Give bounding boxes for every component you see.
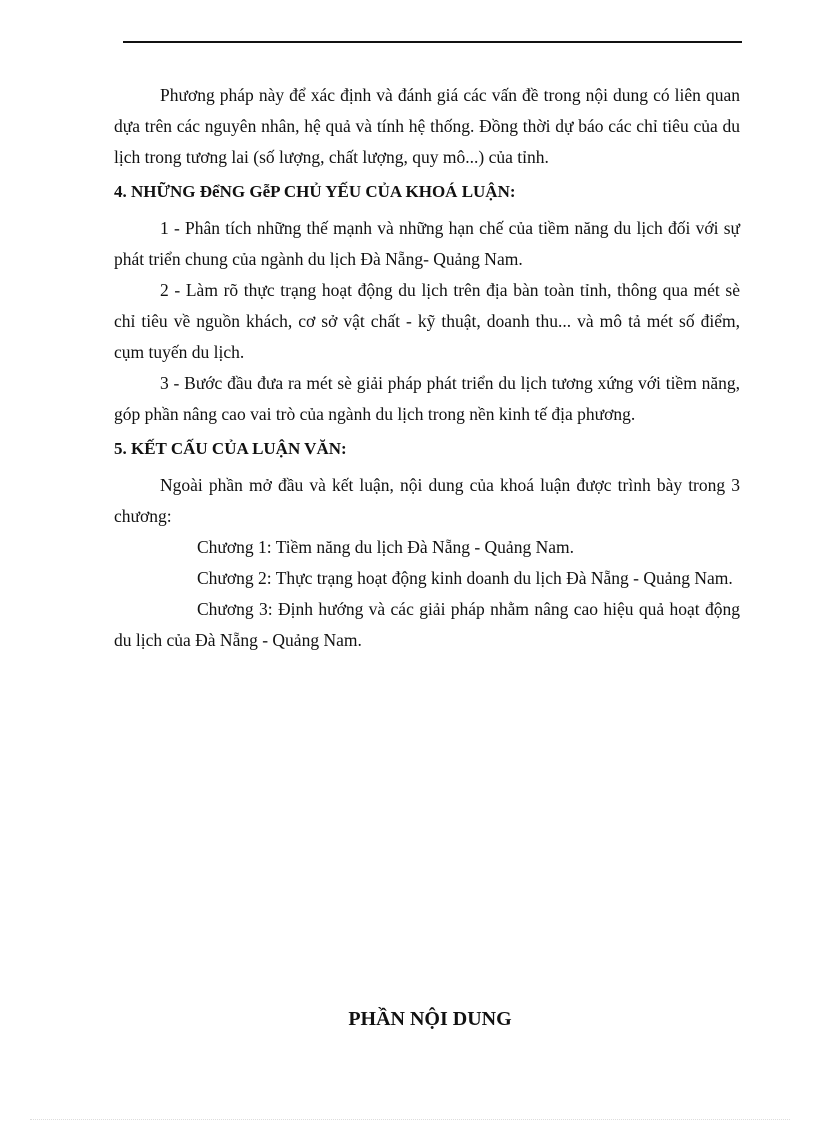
section-4-item-1: 1 - Phân tích những thế mạnh và những hạn chế của tiềm năng du lịch đối với sự phát triển chung của ngành du lịch Đà Nẵng- Quảng Nam. [114, 218, 740, 269]
header-rule [123, 41, 742, 43]
section-5-heading: 5. KẾT CẤU CỦA LUẬN VĂN: [114, 439, 347, 458]
part-title: PHẦN NỘI DUNG [348, 1008, 512, 1030]
intro-paragraph: Phương pháp này để xác định và đánh giá các vấn đề trong nội dung có liên quan dựa trên các nguyên nhân, hệ quả và tính hệ thống. Đồng thời dự báo các chỉ tiêu của du lịch trong tương lai (số lượng, chất lượng, quy mô...) của tỉnh. [114, 85, 740, 167]
document-body [114, 80, 740, 656]
chapter-3: Chương 3: Định hướng và các giải pháp nhằm nâng cao hiệu quả hoạt động du lịch của Đà Nẵng - Quảng Nam. [114, 599, 740, 650]
chapter-2: Chương 2: Thực trạng hoạt động kinh doanh du lịch Đà Nẵng - Quảng Nam. [197, 568, 733, 588]
section-5-intro: Ngoài phần mở đầu và kết luận, nội dung của khoá luận được trình bày trong 3 chương: [114, 475, 740, 526]
section-4-item-2: 2 - Làm rõ thực trạng hoạt động du lịch trên địa bàn toàn tỉnh, thông qua mét sè chỉ tiêu về nguồn khách, cơ sở vật chất - kỹ thuật, doanh thu... và mô tả mét số điểm, cụm tuyến du lịch. [114, 280, 740, 362]
section-4-heading: 4. NHỮNG ĐểNG GễP CHỦ YẾU CỦA KHOÁ LUẬN: [114, 182, 516, 201]
section-4-item-3: 3 - Bước đầu đưa ra mét sè giải pháp phát triển du lịch tương xứng với tiềm năng, góp phần nâng cao vai trò của ngành du lịch trong nền kinh tế địa phương. [114, 373, 740, 424]
page-bottom-border [30, 1119, 790, 1120]
chapter-1: Chương 1: Tiềm năng du lịch Đà Nẵng - Quảng Nam. [197, 537, 574, 557]
